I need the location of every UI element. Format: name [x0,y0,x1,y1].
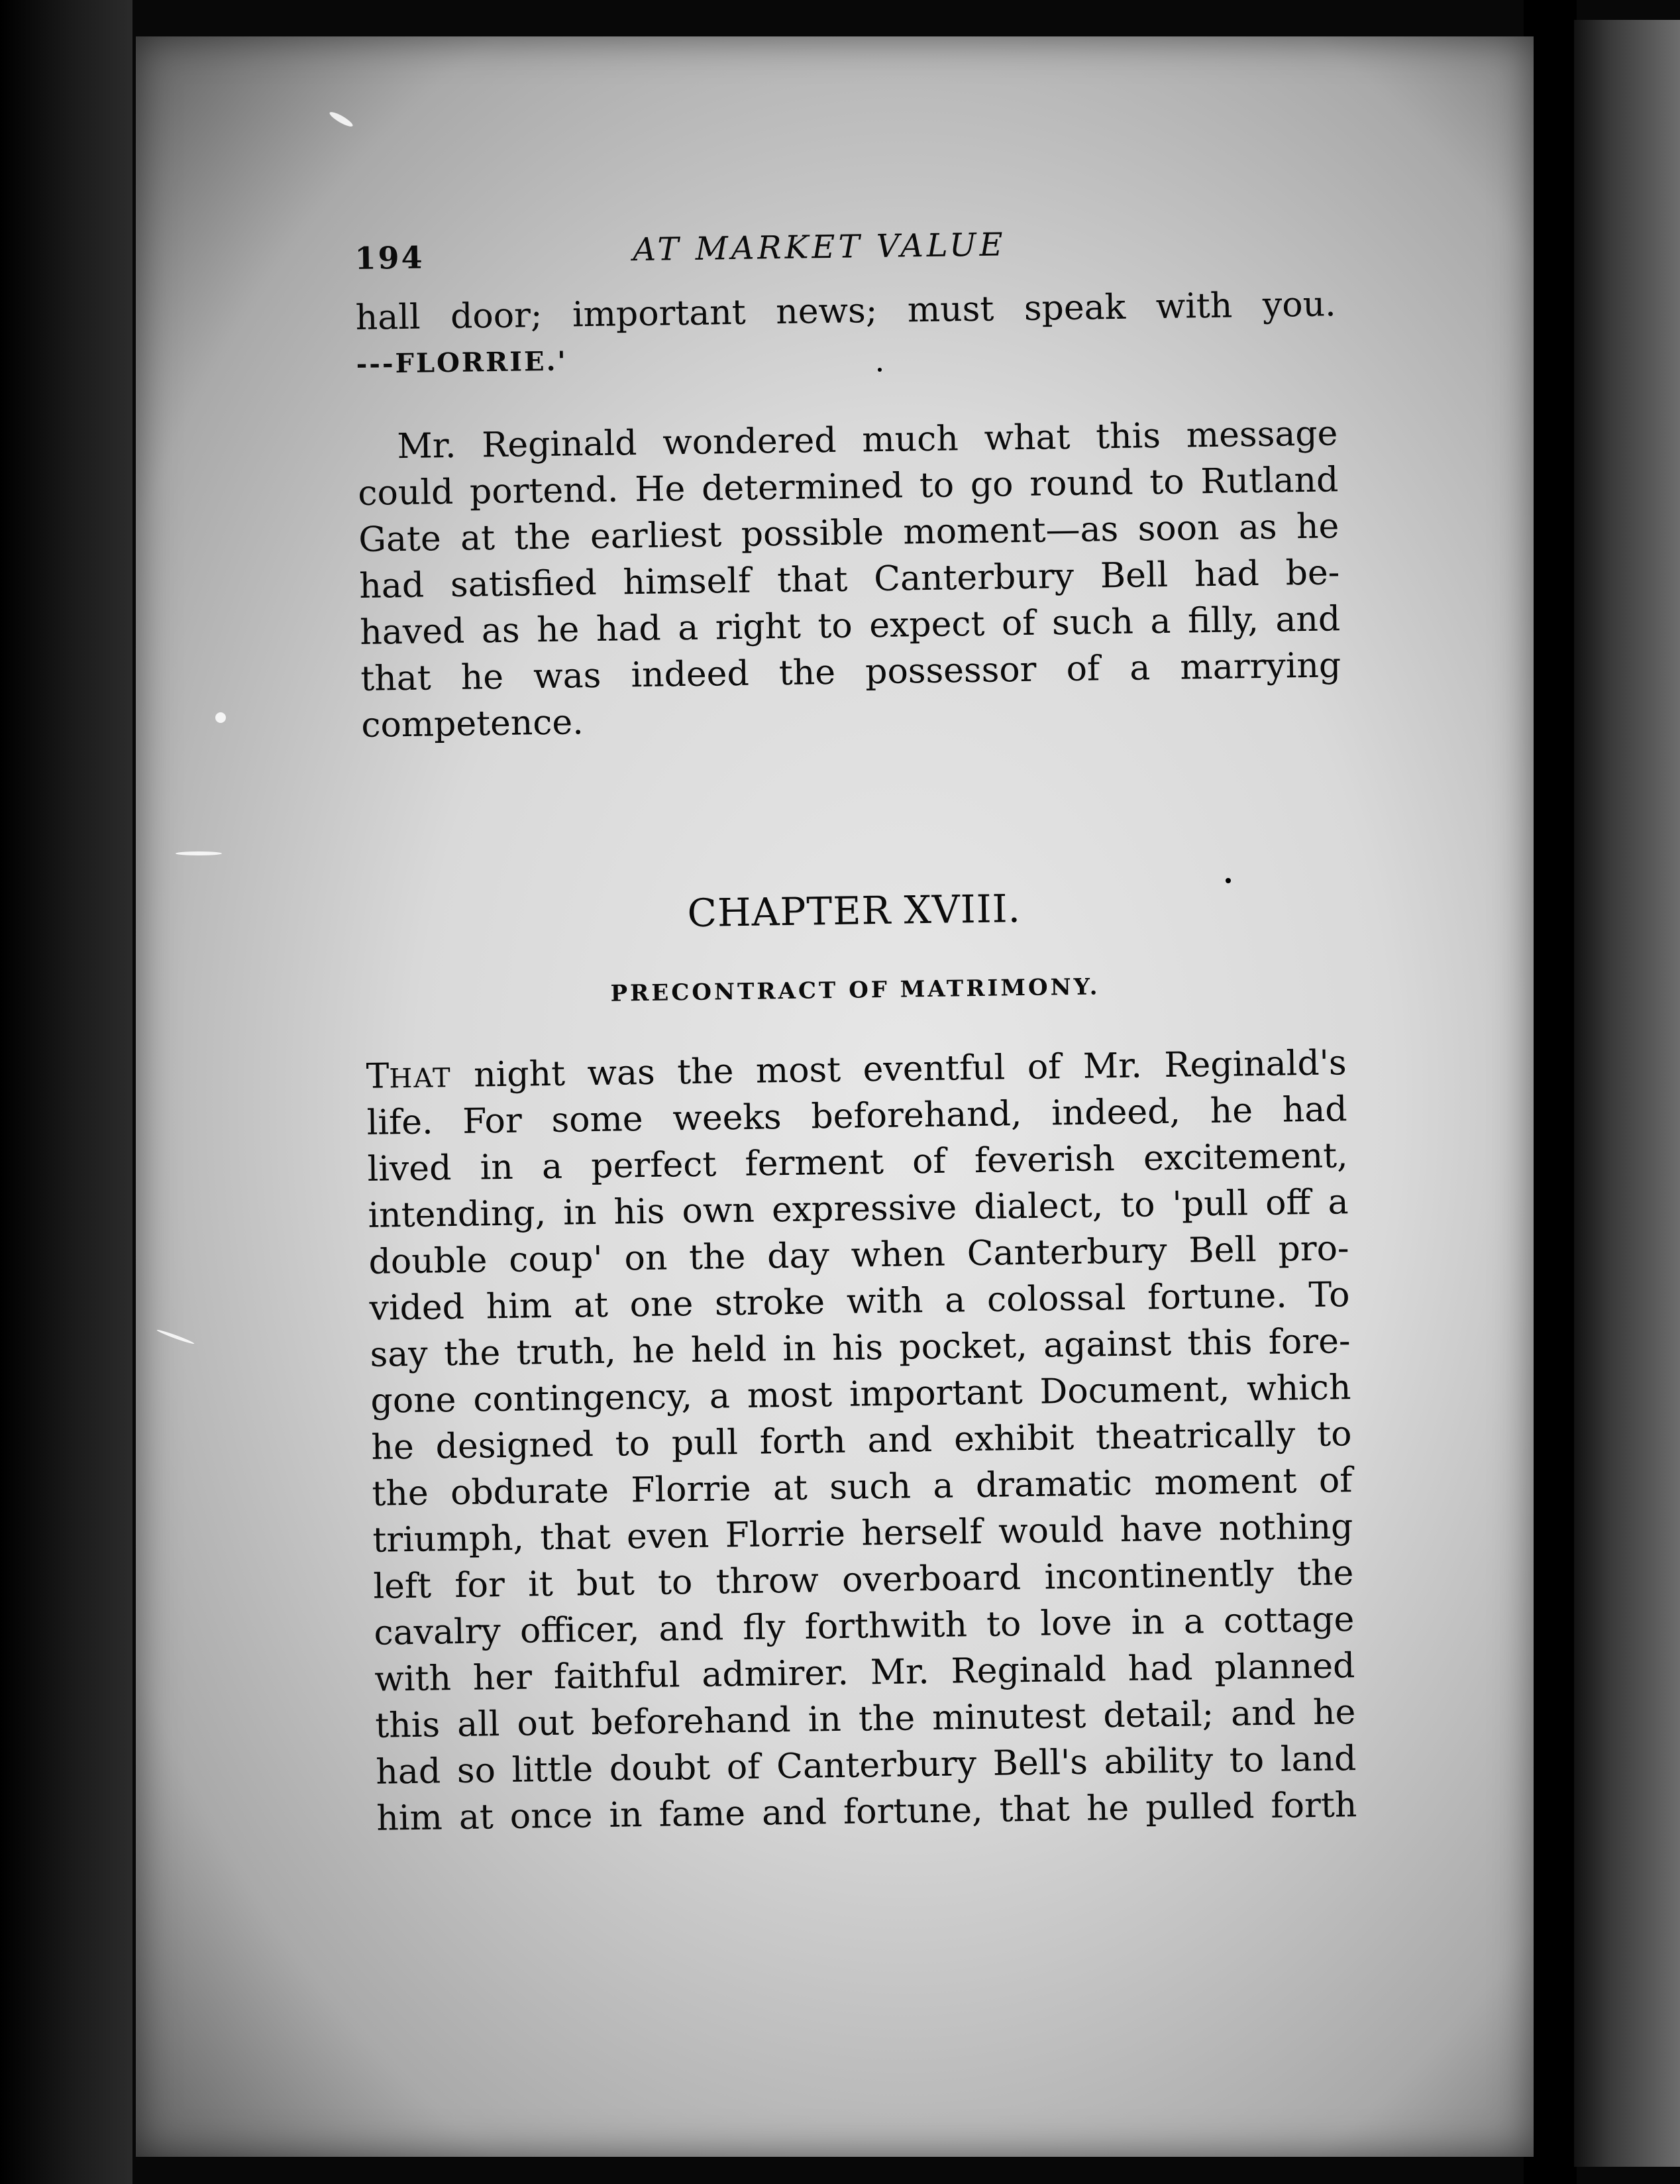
letter-signature: ---FLORRIE.' [356,345,568,380]
running-title: AT MARKET VALUE [632,226,1006,269]
text-line: hall door; important news; must speak with you. [355,284,1337,338]
scan-speck [176,851,222,855]
page-number: 194 [354,239,425,276]
scan-speck [156,1329,195,1345]
book-page [136,36,1534,2157]
text-line: could portend. He determined to go round to Rutland [358,460,1339,514]
text-line: cavalry officer, and fly forthwith to love in a cottage [374,1600,1355,1653]
scan-speck [328,110,354,129]
text-line: the obdurate Florrie at such a dramatic moment of [372,1460,1353,1514]
text-line: Gate at the earliest possible moment—as soon as he [358,506,1339,560]
text-line: had satisfied himself that Canterbury Bell had be- [358,553,1340,606]
adjacent-page-edge [1574,20,1680,2167]
paragraph [357,409,1461,749]
text-line: had so little doubt of Canterbury Bell's ability to land [375,1739,1357,1792]
text-line: lived in a perfect ferment of feverish excitement, [367,1136,1348,1189]
text-line: triumph, that even Florrie herself would have nothing [372,1507,1353,1560]
small-caps-initial: T [366,1056,390,1097]
page-text-block [354,220,1477,1842]
text-line: left for it but to throw overboard incontinently the [373,1553,1354,1607]
chapter-heading: CHAPTER XVIII. [687,886,1022,936]
text-line: competence. [360,702,584,745]
text-line: say the truth, he held in his pocket, against this fore- [370,1321,1351,1375]
scan-speck [215,712,226,723]
text-line: that he was indeed the possessor of a marrying [360,645,1341,699]
small-caps-rest: HAT [389,1063,452,1095]
text-line: double coup' on the day when Canterbury Bell pro- [368,1228,1349,1282]
section-end [355,280,1456,388]
text-line: him at once in fame and fortune, that he pulled forth [376,1785,1357,1839]
text-line: this all out beforehand in the minutest detail; and he [374,1692,1356,1746]
book-binding-edge [0,0,132,2184]
text-line: vided him at one stroke with a colossal fortune. To [369,1275,1350,1329]
text-line: Mr. Reginald wondered much what this message [397,413,1338,467]
text-line: intending, in his own expressive dialect, to 'pull off a [368,1182,1349,1236]
text-line: he designed to pull forth and exhibit theatrically to [371,1414,1352,1468]
text-line: haved as he had a right to expect of such a filly, and [359,599,1341,653]
text-line: gone contingency, a most important Document, which [370,1368,1351,1421]
text-line: with her faithful admirer. Mr. Reginald had planned [374,1646,1355,1700]
chapter-subtitle: PRECONTRACT OF MATRIMONY. [610,973,1100,1007]
text-line: life. For some weeks beforehand, indeed, he had [366,1089,1347,1143]
first-line-text: night was the most eventful of Mr. Reginald's [451,1043,1347,1096]
chapter-body [366,1038,1476,1842]
